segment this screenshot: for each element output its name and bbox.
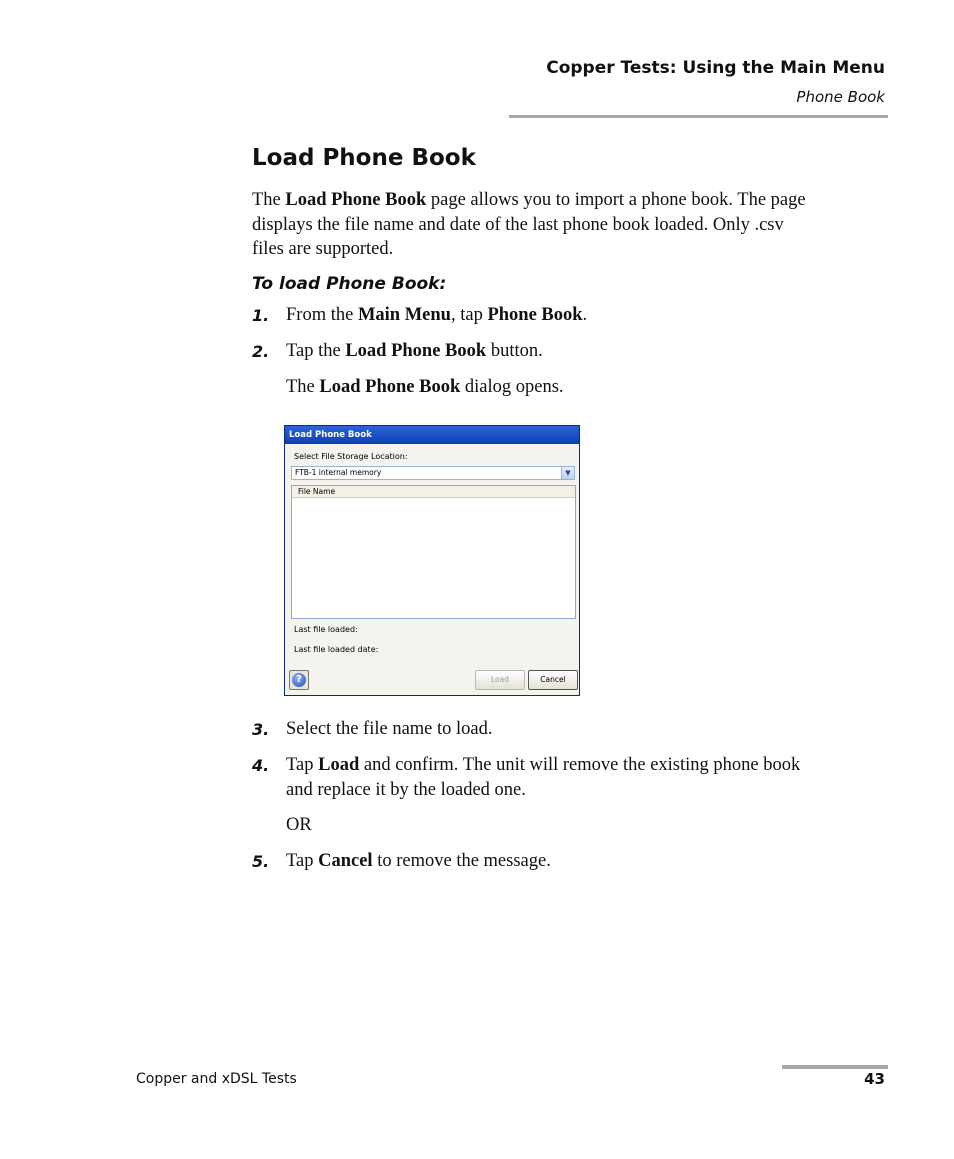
load-phone-book-dialog xyxy=(284,425,580,696)
help-icon: ? xyxy=(292,673,306,687)
cancel-button[interactable]: Cancel xyxy=(528,670,578,690)
footer-title: Copper and xDSL Tests xyxy=(136,1071,297,1087)
footer-divider xyxy=(782,1065,888,1069)
step-2-number: 2. xyxy=(252,342,270,361)
step-2-result: The Load Phone Book dialog opens. xyxy=(286,377,564,397)
last-file-loaded-date-label: Last file loaded date: xyxy=(294,645,379,654)
help-button[interactable] xyxy=(289,670,309,690)
page-number: 43 xyxy=(864,1070,885,1088)
step-3-text: Select the file name to load. xyxy=(286,719,493,739)
dialog-body xyxy=(285,444,579,695)
dialog-title-bar: Load Phone Book xyxy=(285,426,579,444)
file-list[interactable] xyxy=(291,485,576,619)
running-header-chapter: Copper Tests: Using the Main Menu xyxy=(546,58,885,78)
step-3-number: 3. xyxy=(252,720,270,739)
chevron-down-icon[interactable]: ▼ xyxy=(561,467,574,479)
running-header-section: Phone Book xyxy=(796,88,885,106)
intro-line-2: displays the file name and date of the last phone book loaded. Only .csv xyxy=(252,214,784,235)
storage-location-value: FTB-1 internal memory xyxy=(295,468,382,477)
section-heading: Load Phone Book xyxy=(252,145,476,171)
header-divider xyxy=(509,115,888,118)
step-4-number: 4. xyxy=(252,756,270,775)
intro-line-3: files are supported. xyxy=(252,239,394,259)
step-2-text: Tap the Load Phone Book button. xyxy=(286,341,543,361)
file-name-column-header[interactable]: File Name xyxy=(292,486,575,498)
step-4-line-2: and replace it by the loaded one. xyxy=(286,779,526,800)
step-4-or: OR xyxy=(286,815,312,835)
intro-line-1: The Load Phone Book page allows you to import a phone book. The page xyxy=(252,190,806,210)
storage-location-select[interactable] xyxy=(291,466,575,480)
load-button[interactable]: Load xyxy=(475,670,525,690)
step-1-number: 1. xyxy=(252,306,270,325)
step-5-number: 5. xyxy=(252,852,270,871)
storage-location-label: Select File Storage Location: xyxy=(294,452,408,461)
step-4-text xyxy=(286,753,886,802)
procedure-title: To load Phone Book: xyxy=(252,274,447,294)
step-1-text: From the Main Menu, tap Phone Book. xyxy=(286,305,588,325)
step-4-line-1: Tap Load and confirm. The unit will remove the existing phone book xyxy=(286,755,801,775)
intro-paragraph xyxy=(252,188,892,262)
last-file-loaded-label: Last file loaded: xyxy=(294,625,358,634)
step-5-text: Tap Cancel to remove the message. xyxy=(286,851,551,871)
